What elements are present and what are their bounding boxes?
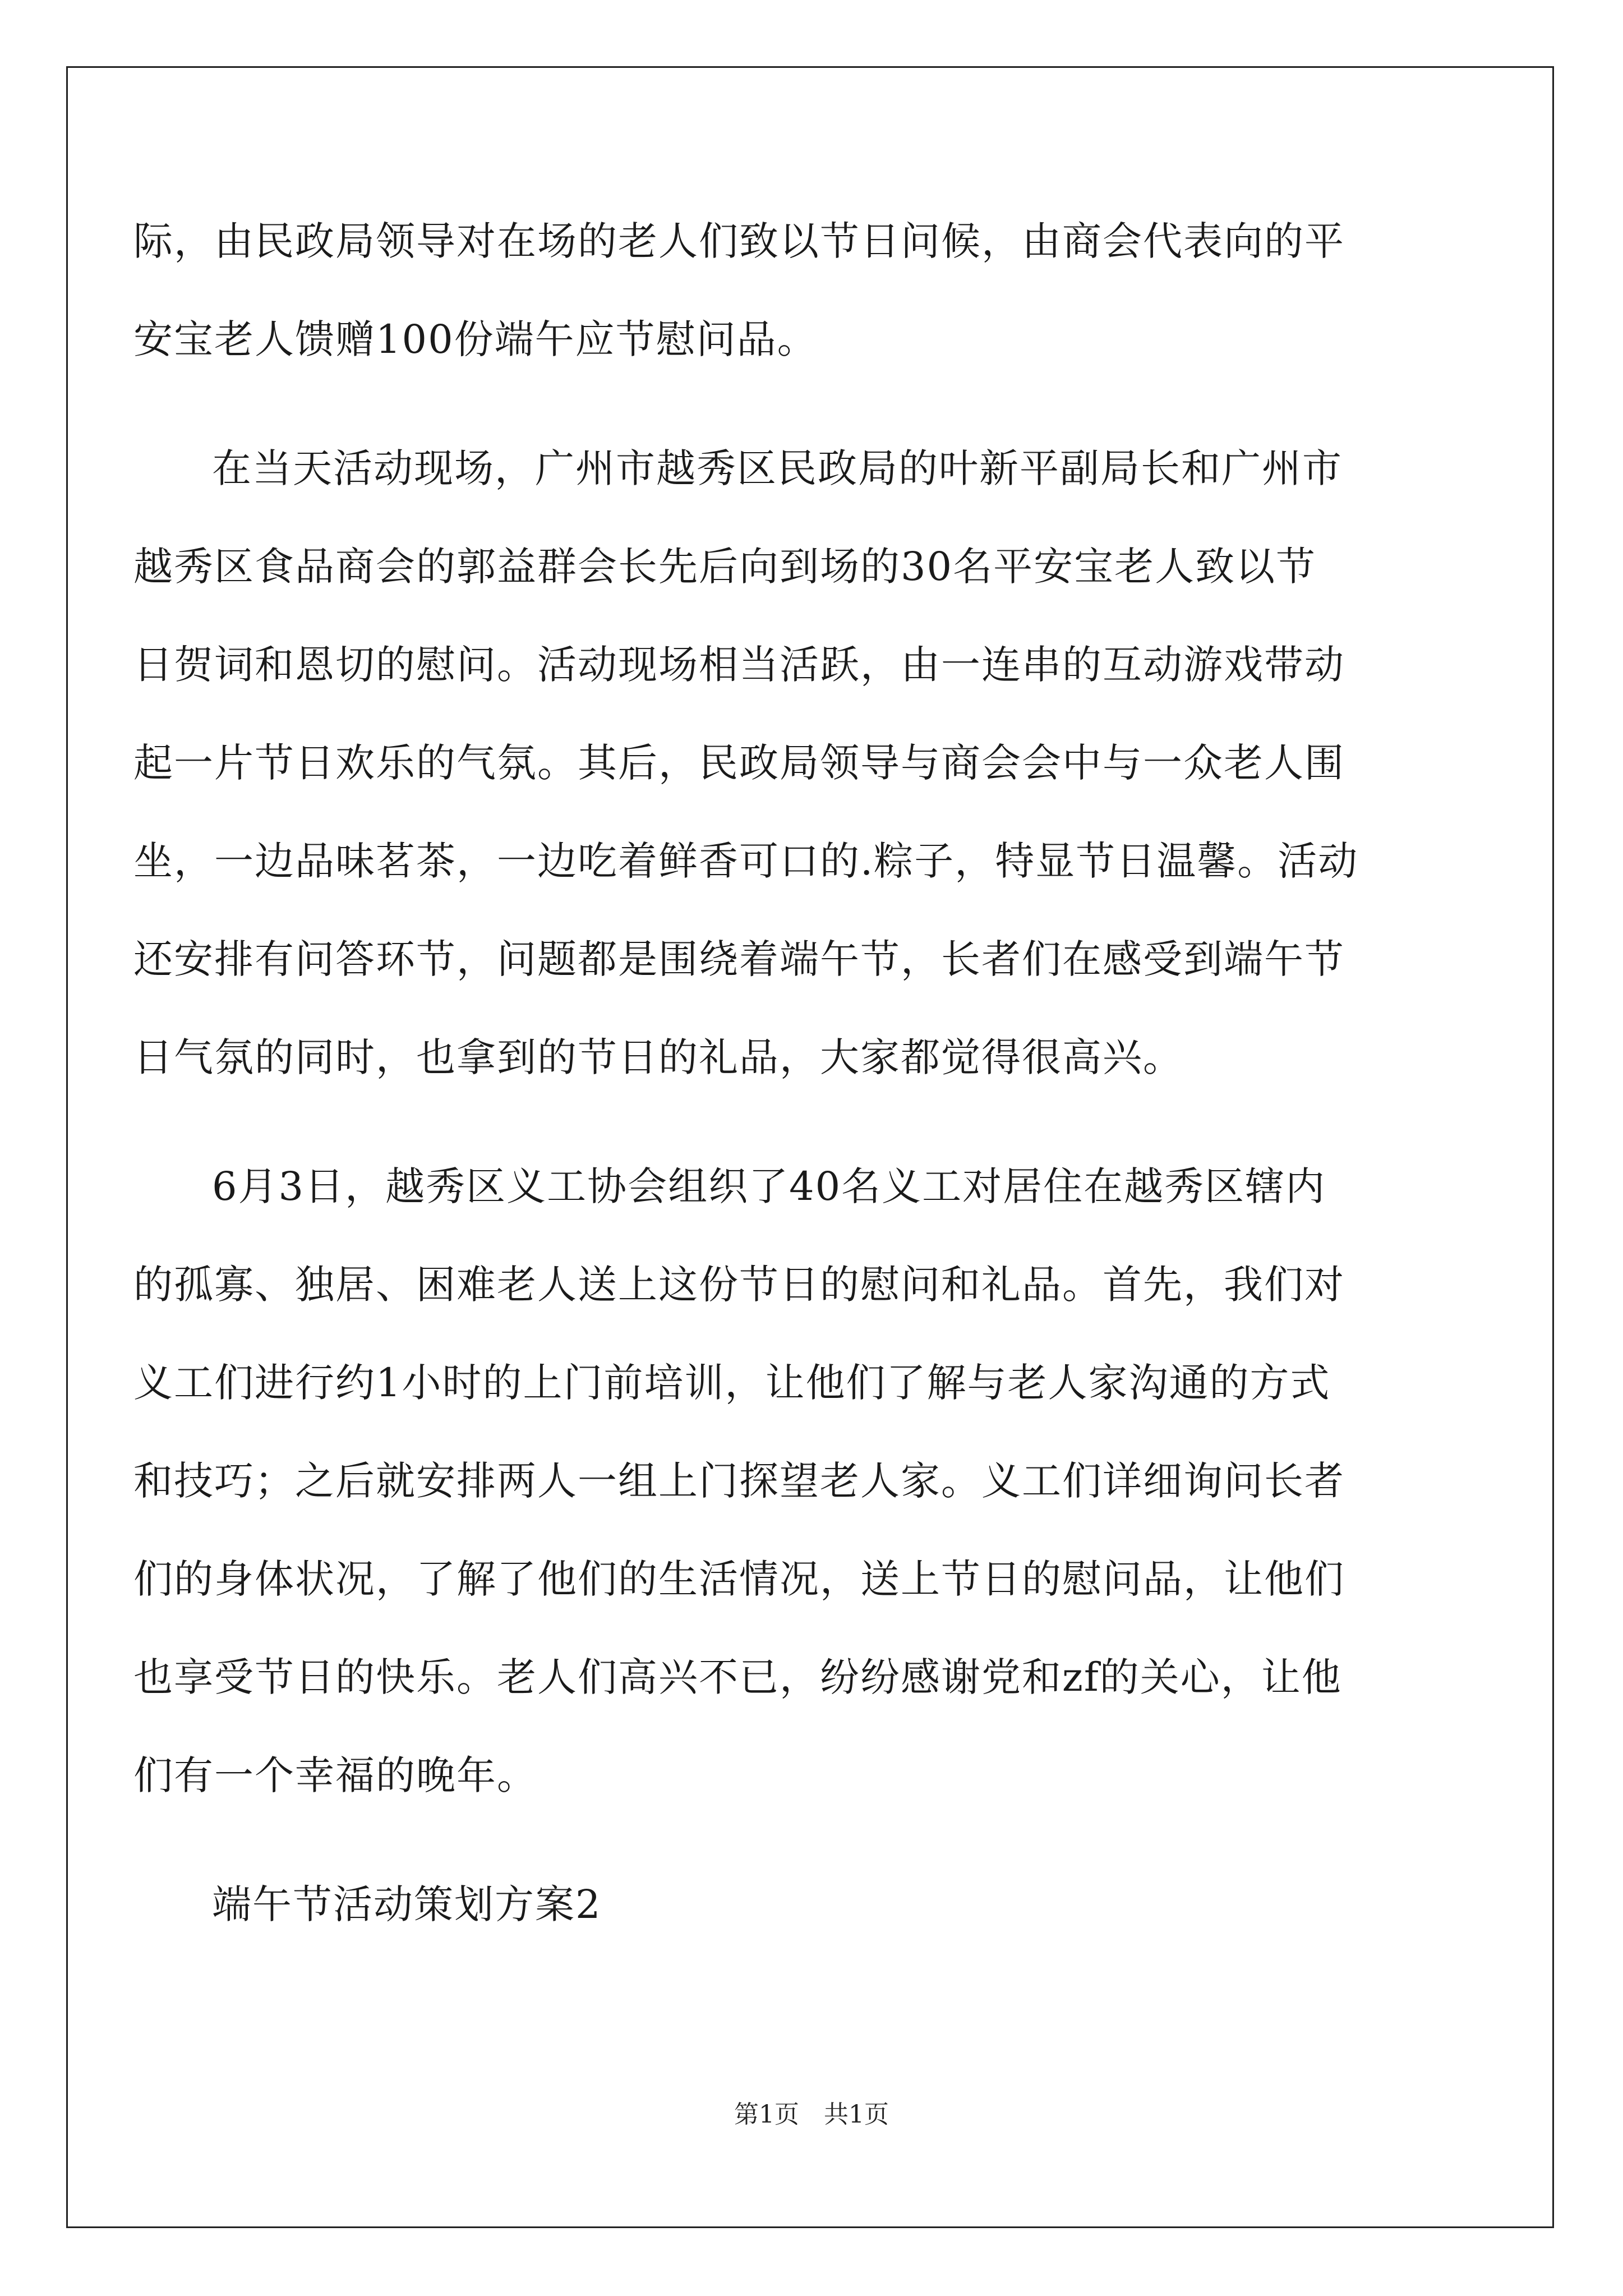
text-line: 在当天活动现场，广州市越秀区民政局的叶新平副局长和广州市: [212, 445, 1343, 491]
text-line: 际，由民政局领导对在场的老人们致以节日问候，由商会代表向的平: [133, 218, 1345, 264]
text-line: 坐，一边品味茗茶，一边吃着鲜香可口的.粽子，特显节日温馨。活动: [133, 838, 1359, 884]
text-line: 日贺词和恩切的慰问。活动现场相当活跃，由一连串的互动游戏带动: [133, 642, 1345, 688]
text-line: 义工们进行约1小时的上门前培训，让他们了解与老人家沟通的方式: [133, 1360, 1331, 1406]
text-line: 越秀区食品商会的郭益群会长先后向到场的30名平安宝老人致以节: [133, 544, 1317, 590]
text-line: 安宝老人馈赠100份端午应节慰问品。: [133, 316, 818, 362]
text-line: 起一片节日欢乐的气氛。其后，民政局领导与商会会中与一众老人围: [133, 740, 1345, 786]
text-line: 们有一个幸福的晚年。: [133, 1752, 537, 1798]
page-number-footer: 第1页 共1页: [734, 2100, 889, 2129]
section-heading: 端午节活动策划方案2: [212, 1881, 602, 1927]
text-line: 6月3日，越秀区义工协会组织了40名义工对居住在越秀区辖内: [212, 1163, 1326, 1209]
text-line: 日气氛的同时，也拿到的节日的礼品，大家都觉得很高兴。: [133, 1034, 1183, 1080]
text-line: 们的身体状况，了解了他们的生活情况，送上节日的慰问品，让他们: [133, 1556, 1345, 1602]
text-line: 也享受节日的快乐。老人们高兴不已，纷纷感谢党和zf的关心，让他: [133, 1654, 1342, 1700]
text-line: 还安排有问答环节，问题都是围绕着端午节，长者们在感受到端午节: [133, 936, 1345, 982]
text-line: 的孤寡、独居、困难老人送上这份节日的慰问和礼品。首先，我们对: [133, 1262, 1345, 1308]
text-line: 和技巧；之后就安排两人一组上门探望老人家。义工们详细询问长者: [133, 1458, 1345, 1504]
